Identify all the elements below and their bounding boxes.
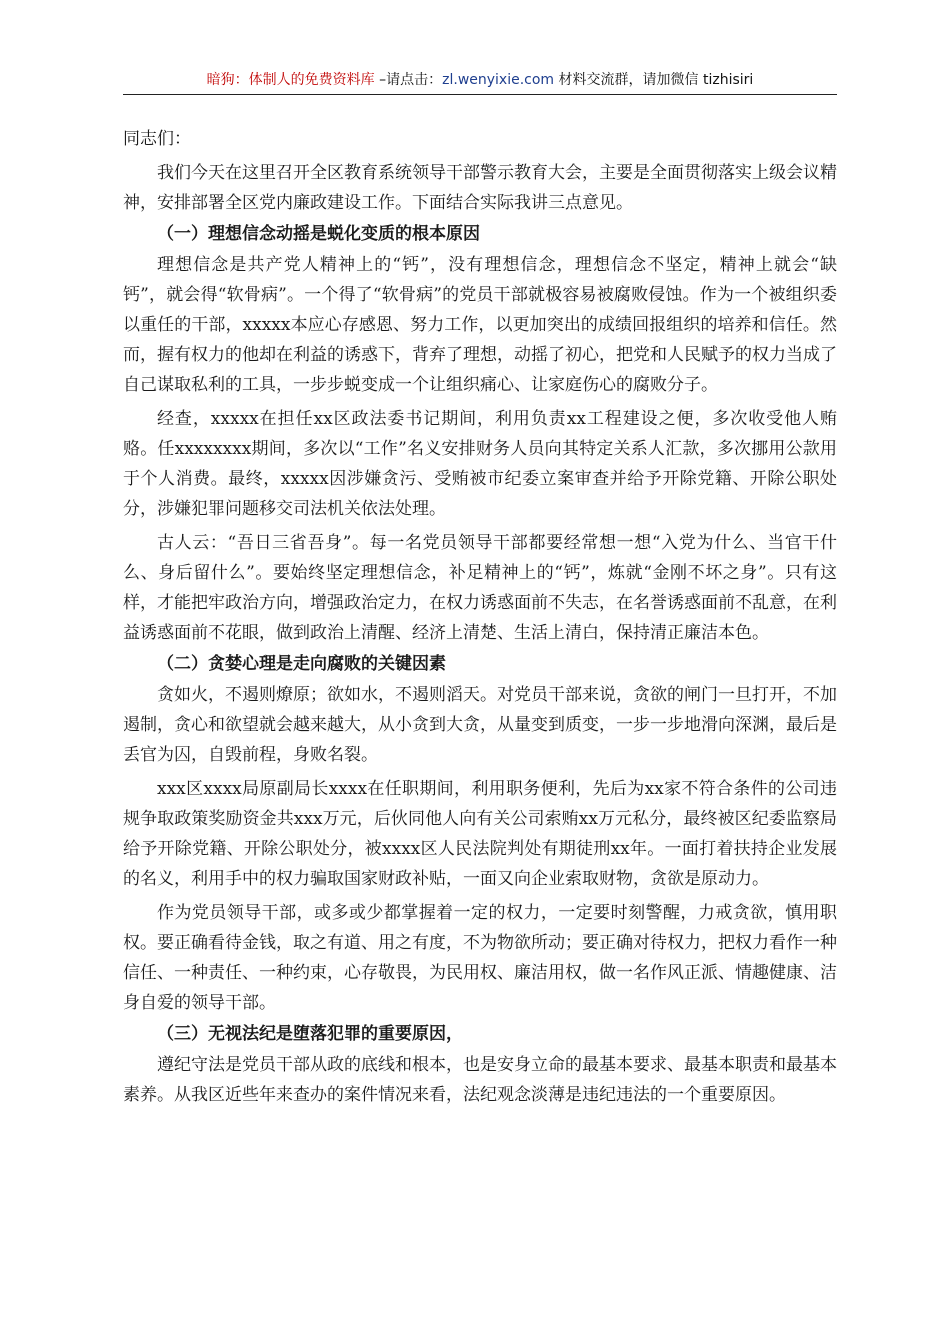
salutation: 同志们： bbox=[123, 129, 191, 149]
section2-paragraph-1: 贪如火，不遏则燎原；欲如水，不遏则滔天。对党员干部来说，贪欲的闸门一旦打开，不加遏制，贪心和欲望就会越来越大，从小贪到大贪，从量变到质变，一步一步地滑向深渊，最后是丢官为囚，自毁前程，身败名裂。 bbox=[123, 685, 837, 765]
section1-paragraph-1: 理想信念是共产党人精神上的“钙”，没有理想信念，理想信念不坚定，精神上就会“缺钙”，就会得“软骨病”。一个得了“软骨病”的党员干部就极容易被腐败侵蚀。作为一个被组织委以重任的干部，xxxxx本应心存感恩、努力工作，以更加突出的成绩回报组织的培养和信任。然而，握有权力的他却在利益的诱惑下，背弃了理想，动摇了初心，把党和人民赋予的权力当成了自己谋取私利的工具，一步步蜕变成一个让组织痛心、让家庭伤心的腐败分子。 bbox=[123, 255, 837, 395]
header-site-name: 暗狗：体制人的免费资料库 bbox=[206, 72, 375, 88]
header-wechat-note: 材料交流群，请加微信 tizhisiri bbox=[554, 72, 754, 88]
section3-heading: （三）无视法纪是堕落犯罪的重要原因， bbox=[157, 1024, 463, 1044]
section3-paragraph-1: 遵纪守法是党员干部从政的底线和根本，也是安身立命的最基本要求、最基本职责和最基本素养。从我区近些年来查办的案件情况来看，法纪观念淡薄是违纪违法的一个重要原因。 bbox=[123, 1055, 837, 1105]
section2-heading: （二）贪婪心理是走向腐败的关键因素 bbox=[157, 654, 446, 674]
section2-paragraph-2: xxx区xxxx局原副局长xxxx在任职期间，利用职务便利，先后为xx家不符合条件的公司违规争取政策奖励资金共xxx万元，后伙同他人向有关公司索贿xx万元私分，最终被区纪委监察局给予开除党籍、开除公职处分，被xxxx区人民法院判处有期徒刑xx年。一面打着扶持企业发展的名义，利用手中的权力骗取国家财政补贴，一面又向企业索取财物，贪欲是原动力。 bbox=[123, 779, 837, 889]
section1-heading: （一）理想信念动摇是蜕化变质的根本原因 bbox=[157, 224, 480, 244]
section1-paragraph-2: 经查，xxxxx在担任xx区政法委书记期间，利用负责xx工程建设之便，多次收受他人贿赂。任xxxxxxxx期间，多次以“工作”名义安排财务人员向其特定关系人汇款，多次挪用公款用于个人消费。最终，xxxxx因涉嫌贪污、受贿被市纪委立案审查并给予开除党籍、开除公职处分，涉嫌犯罪问题移交司法机关依法处理。 bbox=[123, 409, 837, 519]
intro-paragraph: 我们今天在这里召开全区教育系统领导干部警示教育大会，主要是全面贯彻落实上级会议精神，安排部署全区党内廉政建设工作。下面结合实际我讲三点意见。 bbox=[123, 163, 837, 213]
header-site-link[interactable]: zl.wenyixie.com bbox=[442, 72, 555, 88]
document-body bbox=[123, 124, 837, 1110]
section2-paragraph-3: 作为党员领导干部，或多或少都掌握着一定的权力，一定要时刻警醒，力戒贪欲，慎用职权。要正确看待金钱，取之有道、用之有度，不为物欲所动；要正确对待权力，把权力看作一种信任、一种责任、一种约束，心存敬畏，为民用权、廉洁用权，做一名作风正派、情趣健康、洁身自爱的领导干部。 bbox=[123, 903, 837, 1013]
header-click-prompt: –请点击： bbox=[374, 72, 443, 88]
page-header bbox=[123, 68, 837, 95]
section1-paragraph-3: 古人云：“吾日三省吾身”。每一名党员领导干部都要经常想一想“入党为什么、当官干什么、身后留什么”。要始终坚定理想信念，补足精神上的“钙”，炼就“金刚不坏之身”。只有这样，才能把牢政治方向，增强政治定力，在权力诱惑面前不失志，在名誉诱惑面前不乱意，在利益诱惑面前不花眼，做到政治上清醒、经济上清楚、生活上清白，保持清正廉洁本色。 bbox=[123, 533, 837, 643]
